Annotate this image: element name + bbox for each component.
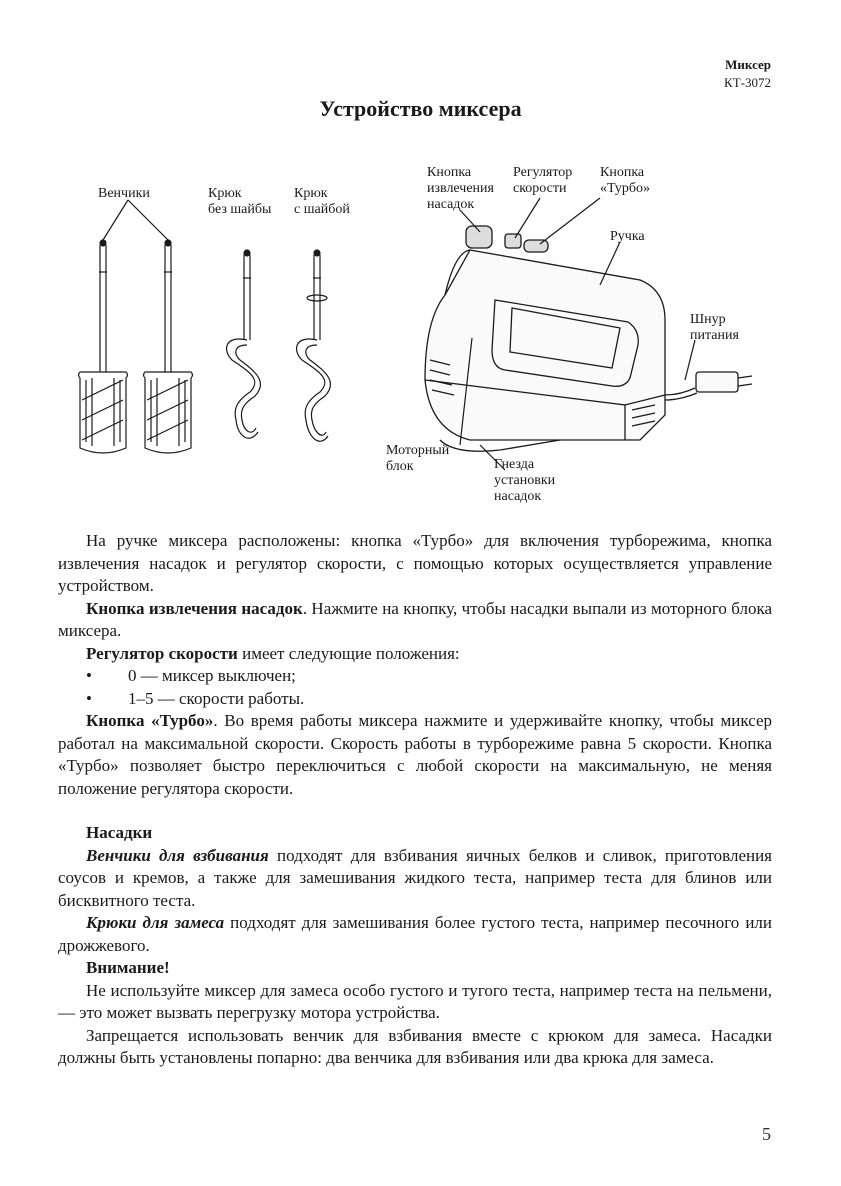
bullet-symbol: •	[86, 666, 92, 685]
label-eject-3: насадок	[427, 197, 475, 212]
eject-button-paragraph	[58, 598, 772, 643]
label-speed-1: Регулятор	[513, 165, 573, 180]
eject-button-text: . Нажмите на кнопку, чтобы насадки выпали из моторного блока миксера.	[58, 598, 773, 640]
turbo-button-paragraph	[58, 710, 772, 800]
hooks-text: подходят для замешивания более густого теста, например песочного или дрожжевого.	[58, 913, 772, 955]
warning-heading	[58, 957, 772, 980]
bullet-item	[58, 665, 772, 688]
bullet-text: 0 — миксер выключен;	[128, 666, 296, 685]
turbo-button-text: . Во время работы миксера нажмите и удерживайте кнопку, чтобы миксер работал на максимальной скорости. Скорость работы в турборежиме равна 5 скорости. Кнопка «Турбо» позволяет быстро переключиться с любой скорости на максимальную, не меняя положение регулятора скорости.	[58, 711, 773, 798]
document-header	[724, 56, 771, 92]
hook-with-washer-illustration	[297, 250, 331, 441]
hook-without-washer-illustration	[227, 250, 261, 438]
label-sockets-1: Гнезда	[494, 457, 535, 472]
label-hook-washer-2: с шайбой	[294, 202, 350, 217]
attachments-heading-text: Насадки	[86, 823, 153, 842]
warning-paragraph-1: Не используйте миксер для замеса особо густого и тугого теста, например теста на пельмени, — это может вызвать перегрузку мотора устройства.	[58, 980, 772, 1022]
mixer-diagram	[0, 150, 841, 520]
label-hook-no-washer-1: Крюк	[208, 186, 242, 201]
label-turbo-2: «Турбо»	[600, 181, 650, 196]
whisk-right-illustration	[144, 240, 193, 453]
label-sockets-2: установки	[494, 473, 556, 488]
whisk-left-illustration	[79, 240, 128, 453]
hooks-paragraph	[58, 912, 772, 957]
eject-button-term: Кнопка извлечения насадок	[86, 598, 303, 618]
page-number: 5	[762, 1124, 771, 1144]
speed-regulator-text: имеет следующие положения:	[237, 643, 460, 663]
label-eject-2: извлечения	[427, 181, 494, 196]
label-cord-2: питания	[690, 328, 739, 343]
label-motor-2: блок	[386, 459, 414, 474]
warning-heading-text: Внимание!	[86, 958, 170, 977]
speed-regulator-term: Регулятор скорости	[86, 643, 238, 663]
label-whisks: Венчики	[98, 186, 150, 201]
label-hook-washer-1: Крюк	[294, 186, 328, 201]
label-eject-1: Кнопка	[427, 165, 472, 180]
label-turbo-1: Кнопка	[600, 165, 645, 180]
label-hook-no-washer-2: без шайбы	[208, 202, 272, 217]
label-speed-2: скорости	[513, 181, 567, 196]
label-sockets-3: насадок	[494, 489, 542, 504]
bullet-item	[58, 688, 772, 711]
hooks-term: Крюки для замеса	[86, 913, 225, 932]
whisks-text: подходят для взбивания яичных белков и сливок, приготовления соусов и кремов, а также для замешивания жидкого теста, например теста для блинов или бисквитного теста.	[58, 845, 772, 910]
label-motor-1: Моторный	[386, 443, 450, 458]
label-cord-1: Шнур	[690, 312, 726, 327]
bullet-symbol: •	[86, 688, 92, 708]
page-title: Устройство миксера	[319, 96, 522, 121]
turbo-button-term: Кнопка «Турбо»	[86, 711, 214, 730]
speed-regulator-paragraph	[58, 643, 772, 666]
label-handle: Ручка	[610, 229, 645, 244]
whisks-paragraph	[58, 845, 772, 913]
attachments-heading	[58, 822, 772, 845]
header-product-name: Миксер	[725, 57, 771, 72]
header-model: КТ-3072	[724, 75, 771, 90]
warning-paragraph-2: Запрещается использовать венчик для взбивания вместе с крюком для замеса. Насадки должны быть установлены попарно: два венчика для взбивания или два крюка для замеса.	[58, 1025, 772, 1067]
body-text	[58, 530, 772, 1070]
whisks-term: Венчики для взбивания	[86, 845, 269, 865]
intro-paragraph: На ручке миксера расположены: кнопка «Турбо» для включения турборежима, кнопка извлечения насадок и регулятор скорости, с помощью которых осуществляется управление устройством.	[58, 531, 772, 595]
bullet-text: 1–5 — скорости работы.	[128, 688, 305, 708]
